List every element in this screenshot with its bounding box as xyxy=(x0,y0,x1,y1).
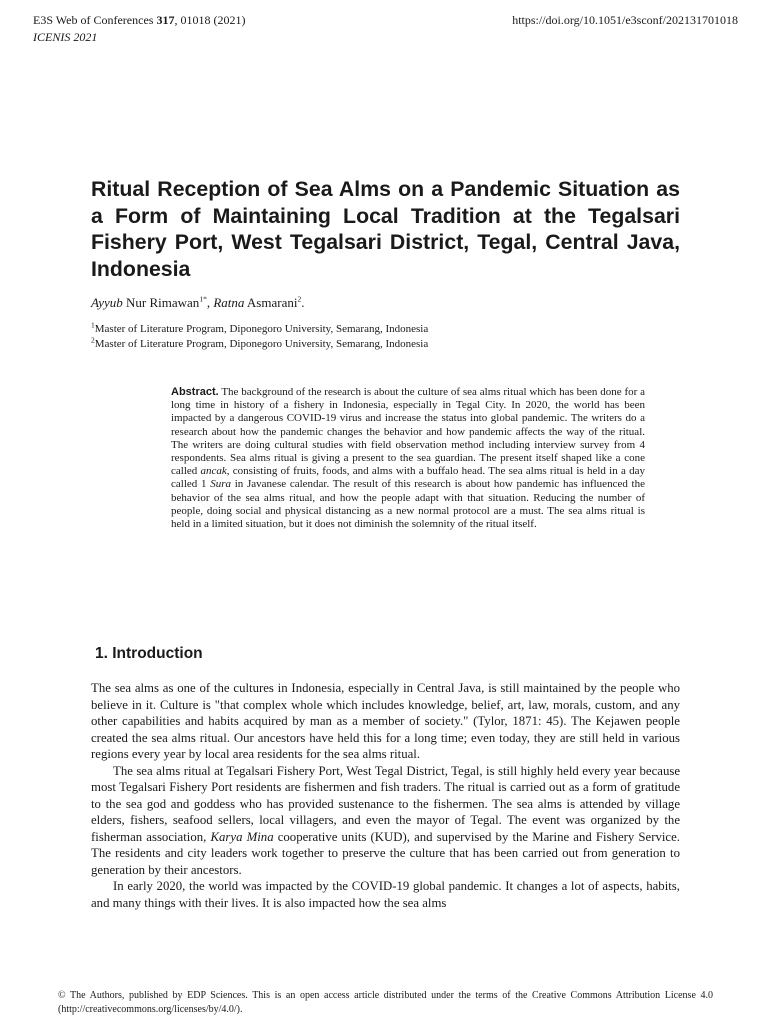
introduction-body xyxy=(91,680,680,911)
conference-name: ICENIS 2021 xyxy=(33,30,98,44)
paragraph: The sea alms ritual at Tegalsari Fishery Port, West Tegal District, Tegal, is still highly held every year because most Tegalsari Fishery Port residents are fishermen and fish traders. The ritual is carried out as a form of gratitude to the sea god and goddess who has provided sustenance to the fishermen. The sea alms is attended by village elders, fishers, seafood sellers, local villagers, and even the mayor of Tegal. The event was organized by the fisherman association, Karya Mina cooperative units (KUD), and supervised by the Marine and Fishery Service. The residents and city leaders work together to preserve the culture that has been carried out from generation to generation by their ancestors. xyxy=(91,763,680,877)
author-family-name: Asmarani xyxy=(244,295,298,310)
author-given-name: Ayyub xyxy=(91,295,123,310)
author-list: Ayyub Nur Rimawan$^{1*}$, Ratna Asmarani$^2$. xyxy=(91,294,305,310)
affiliation-marker: 2 xyxy=(297,294,302,304)
paper-title: Ritual Reception of Sea Alms on a Pandemic Situation as a Form of Maintaining Local Tradition at the Tegalsari Fishery Port, West Tegalsari District, Tegal, Central Java, Indonesia xyxy=(91,177,680,281)
term-ancak: ancak xyxy=(200,465,227,478)
license-footer: © The Authors, published by EDP Sciences. This is an open access article distributed under the terms of the Creative Commons Attribution License 4.0 (http://creativecommons.org/licenses/by/4.0/). xyxy=(58,990,713,1015)
journal-citation: E3S Web of Conferences 317, 01018 (2021) xyxy=(33,13,246,27)
author-family-name: Nur Rimawan xyxy=(122,295,200,310)
doi-link[interactable]: https://doi.org/10.1051/e3sconf/202131701018 xyxy=(512,13,738,27)
corresponding-author-mark: * xyxy=(203,294,207,304)
paragraph: The sea alms as one of the cultures in Indonesia, especially in Central Java, is still maintained by the people who believe in it. Culture is "that complex whole which includes knowledge, belief, art, law, morals, custom, and any other capabilities and habits acquired by man as a member of society." (Tylor, 1871: 45). The Kejawen people created the sea alms ritual. Our ancestors have held this for a long time; even today, they are still held in various regions every year by local area residents for the sea alms ritual. xyxy=(91,681,680,761)
author-given-name: Ratna xyxy=(213,295,245,310)
abstract-label: Abstract. xyxy=(171,386,219,398)
volume-number: 317 xyxy=(156,13,175,27)
affiliation: $^1$Master of Literature Program, Diponegoro University, Semarang, Indonesia xyxy=(91,320,429,335)
affiliation-list xyxy=(91,322,428,351)
term-karya-mina: Karya Mina xyxy=(210,829,274,844)
affiliation-marker: 1 xyxy=(199,294,204,304)
affiliation: $^2$Master of Literature Program, Diponegoro University, Semarang, Indonesia xyxy=(91,334,429,350)
section-heading-introduction: 1. Introduction xyxy=(95,645,203,662)
paragraph: In early 2020, the world was impacted by the COVID-19 global pandemic. It changes a lot of aspects, habits, and many things with their lives. It is also impacted how the sea alms xyxy=(91,879,680,910)
running-header-left xyxy=(33,12,245,46)
term-sura: Sura xyxy=(210,478,231,491)
abstract: Abstract. The background of the research is about the culture of sea alms ritual which has been done for a long time in history of a fishery in Indonesia, especially in Tegal City. In 2020, the world has been impacted by a dangerous COVID-19 virus and increase the status into global pandemic. The writers do a research about how the pandemic changes the behavior and how pandemic affects the way of the ritual. The writers are doing cultural studies with field observation method including interview survey from 4 respondents. Sea alms ritual is giving a present to the sea guardian. The present itself shaped like a cone called ancak, consisting of fruits, foods, and alms with a buffalo head. The sea alms ritual is held in a day called 1 Sura in Javanese calendar. The result of this research is about how pandemic has influenced the behavior of the sea alms ritual, and how the people adapt with that situation. Reducing the number of people, doing social and physical distancing as a new normal protocol are a must. The sea alms ritual is held in a limited situation, but it does not diminish the solemnity of the ritual itself. xyxy=(171,386,645,531)
